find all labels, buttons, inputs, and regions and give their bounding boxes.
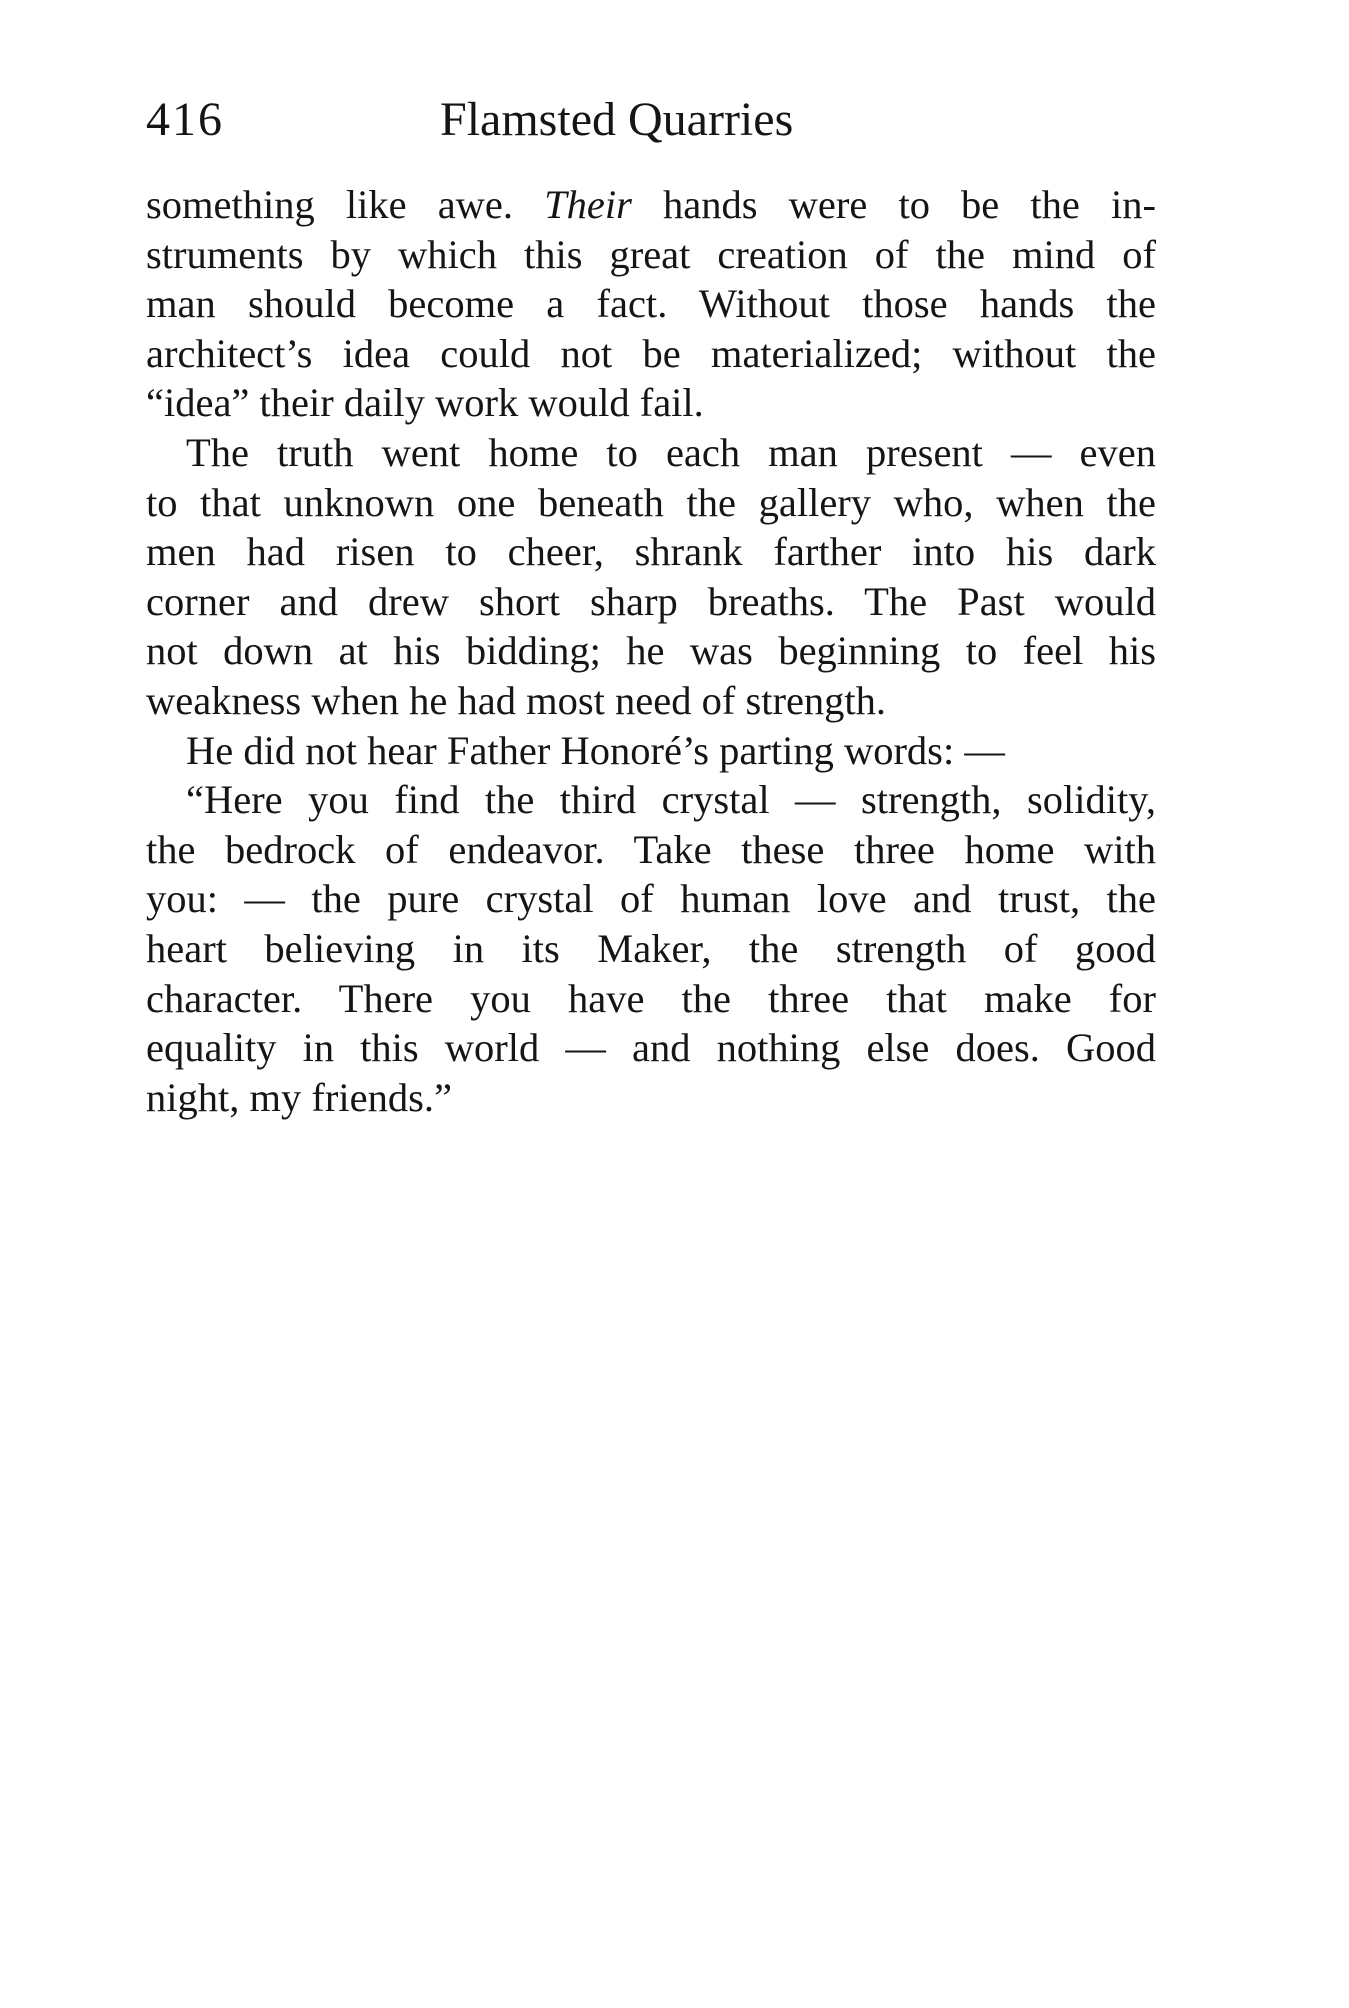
page-number: 416 bbox=[146, 93, 224, 146]
page-header bbox=[146, 92, 1156, 152]
text-line: something like awe. Their hands were to be the in- bbox=[146, 182, 1156, 227]
text-line: corner and drew short sharp breaths. The Past would bbox=[146, 578, 1156, 624]
body-text bbox=[146, 180, 1156, 1122]
paragraph-start-line: “Here you find the third crystal — strength, solidity, bbox=[186, 777, 1156, 823]
running-title: Flamsted Quarries bbox=[440, 93, 794, 146]
text-line: architect’s idea could not be materialized; without the bbox=[146, 330, 1156, 376]
text-line: to that unknown one beneath the gallery who, when the bbox=[146, 479, 1156, 525]
paragraph-line: He did not hear Father Honoré’s parting words: — bbox=[186, 727, 1005, 773]
text-line: equality in this world — and nothing else does. Good bbox=[146, 1025, 1156, 1071]
italic-emphasis: Their bbox=[544, 182, 632, 227]
text-line: man should become a fact. Without those hands the bbox=[146, 281, 1156, 327]
paragraph-end-line: “idea” their daily work would fail. bbox=[146, 380, 704, 426]
text-line: men had risen to cheer, shrank farther into his dark bbox=[146, 529, 1156, 575]
text-line: you: — the pure crystal of human love and trust, the bbox=[146, 876, 1156, 922]
text-line: the bedrock of endeavor. Take these three home with bbox=[146, 826, 1156, 872]
text-line: struments by which this great creation of the mind of bbox=[146, 231, 1156, 277]
paragraph-end-line: night, my friends.” bbox=[146, 1074, 452, 1120]
paragraph-end-line: weakness when he had most need of strength. bbox=[146, 677, 887, 723]
text-line: character. There you have the three that make for bbox=[146, 975, 1156, 1021]
text-line: not down at his bidding; he was beginning to feel his bbox=[146, 628, 1156, 674]
paragraph-start-line: The truth went home to each man present — even bbox=[186, 429, 1156, 475]
text-line: heart believing in its Maker, the strength of good bbox=[146, 925, 1156, 971]
